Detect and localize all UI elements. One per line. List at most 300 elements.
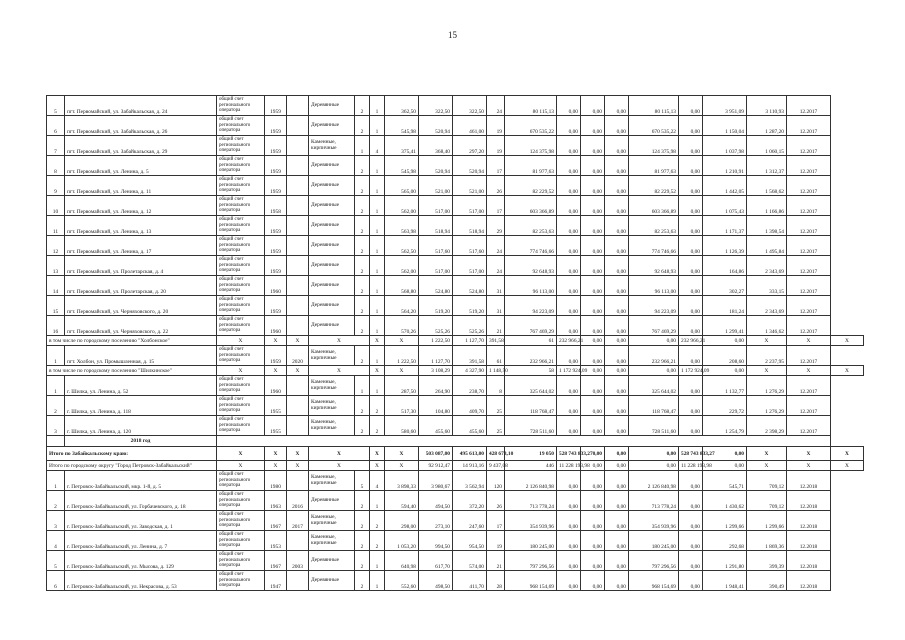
build-year-cell: 1959 [265,256,287,276]
residential-area-cell: 411,70 [453,571,487,591]
fund-cell: 0,00 [557,96,581,116]
row-number-cell: 16 [47,316,65,336]
fund-cell: 0,00 [605,116,629,136]
subtotal-row [47,461,864,471]
subtotal-x-cell: X [217,366,265,376]
fund-cell: 0,00 [679,511,703,531]
total-area-cell: 594,40 [385,491,419,511]
subtotal-value-cell: 0,00 [605,366,629,376]
table-row [47,471,864,491]
residential-area-cell: 297,20 [453,136,487,156]
account-cell: общий счет регионального оператора [217,156,265,176]
fund-cell: 0,00 [557,471,581,491]
fund-cell: 0,00 [605,236,629,256]
subtotal-value-cell: 0,00 [605,447,629,461]
fund-cell: 0,00 [679,276,703,296]
subtotal-value-cell: 4 327,90 [453,366,487,376]
empty-cell [47,436,65,447]
premises-area-cell: 455,60 [419,416,453,436]
subtotal-x-cell: X [747,461,787,471]
row-number-cell: 12 [47,236,65,256]
fund-cell: 0,00 [679,156,703,176]
build-year-cell: 1958 [265,196,287,216]
page-number: 15 [448,30,457,40]
unit-cost-cell: 181,24 [703,296,747,316]
completion-date-cell: 12.2017 [787,236,831,256]
repair-cost-cell: 82 253,63 [505,216,557,236]
row-number-cell: 15 [47,296,65,316]
fund-cell: 0,00 [581,116,605,136]
total-area-cell: 287,50 [385,376,419,396]
residents-cell: 61 [487,346,505,366]
account-cell: общий счет регионального оператора [217,491,265,511]
max-unit-cost-cell: 1 568,62 [747,176,787,196]
total-area-cell: 562,50 [385,236,419,256]
fund-cell: 0,00 [557,531,581,551]
subtotal-value-cell: 0,00 [581,447,605,461]
total-area-cell: 1 222,50 [385,346,419,366]
subtotal-value-cell: 0,00 [605,461,629,471]
wall-material-cell: Каменные, кирпичные [309,346,355,366]
repair-cost-cell: 96 113,00 [505,276,557,296]
subtotal-x-cell: X [831,366,864,376]
subtotal-value-cell: 11 228 193,98 [557,461,581,471]
floors-cell: 1 [355,376,370,396]
row-number-cell: 11 [47,216,65,236]
fund-cell: 0,00 [557,316,581,336]
fund-cell: 0,00 [557,136,581,156]
repair-year-cell [287,396,309,416]
address-cell: г. Петровск-Забайкальский, ул. Заводская, д. 1 [65,511,217,531]
wall-material-cell: Деревянные [309,296,355,316]
residential-area-cell: 391,58 [453,346,487,366]
premises-area-cell: 322,50 [419,96,453,116]
repair-cost-cell: 968 154,69 [505,571,557,591]
max-unit-cost-cell: 333,15 [747,276,787,296]
floors-cell: 2 [355,416,370,436]
fund-cell: 0,00 [581,316,605,336]
fund-cell: 0,00 [605,491,629,511]
subtotal-x-cell: X [287,336,309,346]
build-year-cell: 1955 [265,396,287,416]
total-area-cell: 562,00 [385,196,419,216]
subtotal-value-cell: 9 437,08 [487,461,505,471]
residential-area-cell: 524,80 [453,276,487,296]
repair-year-cell [287,276,309,296]
owners-funds-cell: 968 154,69 [629,571,679,591]
max-unit-cost-cell: 709,12 [747,471,787,491]
residential-area-cell: 3 562,94 [453,471,487,491]
subtotal-x-cell: X [747,336,787,346]
total-area-cell: 564,20 [385,296,419,316]
unit-cost-cell: 1 291,80 [703,551,747,571]
subtotal-x-cell: X [309,447,370,461]
fund-cell: 0,00 [605,416,629,436]
unit-cost-cell: 164,86 [703,256,747,276]
owners-funds-cell: 124 375,98 [629,136,679,156]
subtotal-value-cell: 0,00 [703,336,747,346]
fund-cell: 0,00 [581,236,605,256]
completion-date-cell: 12.2017 [787,416,831,436]
account-cell: общий счет регионального оператора [217,96,265,116]
floors-cell: 1 [355,136,370,156]
max-unit-cost-cell: 1 299,66 [747,511,787,531]
fund-cell: 0,00 [557,276,581,296]
max-unit-cost-cell: 1 869,36 [747,531,787,551]
fund-cell: 0,00 [581,276,605,296]
subtotal-value-cell: 495 613,00 [453,447,487,461]
residents-cell: 19 [487,136,505,156]
fund-cell: 0,00 [557,296,581,316]
floors-cell: 2 [355,196,370,216]
residential-area-cell: 517,00 [453,256,487,276]
subtotal-x-cell: X [787,336,831,346]
entrances-cell: 2 [370,396,385,416]
subtotal-x-cell: X [309,366,370,376]
fund-cell: 0,00 [679,471,703,491]
completion-date-cell: 12.2018 [787,491,831,511]
build-year-cell: 1959 [265,176,287,196]
residential-area-cell: 322,50 [453,96,487,116]
entrances-cell: 1 [370,176,385,196]
subtotal-value-cell: 0,00 [629,366,679,376]
fund-cell: 0,00 [605,531,629,551]
completion-date-cell: 12.2017 [787,376,831,396]
total-area-cell: 298,00 [385,511,419,531]
premises-area-cell: 494,50 [419,491,453,511]
floors-cell: 2 [355,571,370,591]
entrances-cell: 1 [370,346,385,366]
completion-date-cell: 12.2017 [787,396,831,416]
premises-area-cell: 520,94 [419,116,453,136]
fund-cell: 0,00 [557,416,581,436]
row-number-cell: 8 [47,156,65,176]
premises-area-cell: 264,90 [419,376,453,396]
row-number-cell: 14 [47,276,65,296]
owners-funds-cell: 797 296,56 [629,551,679,571]
residents-cell: 17 [487,511,505,531]
fund-cell: 0,00 [605,156,629,176]
account-cell: общий счет регионального оператора [217,176,265,196]
build-year-cell: 1959 [265,346,287,366]
table-row [47,416,864,436]
total-area-cell: 580,60 [385,416,419,436]
subtotal-value-cell: 1 172 924,09 [557,366,581,376]
fund-cell: 0,00 [557,396,581,416]
floors-cell: 2 [355,156,370,176]
entrances-cell: 1 [370,116,385,136]
fund-cell: 0,00 [679,491,703,511]
row-number-cell: 1 [47,376,65,396]
address-cell: пгт. Холбон, ул. Промышленная, д. 15 [65,346,217,366]
repair-year-cell [287,571,309,591]
subtotal-value-cell: 391,58 [487,336,505,346]
fund-cell: 0,00 [557,196,581,216]
floors-cell: 2 [355,216,370,236]
subtotal-row [47,366,864,376]
subtotal-x-cell: X [787,447,831,461]
max-unit-cost-cell: 1 312,37 [747,156,787,176]
repair-cost-cell: 797 296,56 [505,551,557,571]
row-number-cell: 1 [47,471,65,491]
completion-date-cell: 12.2017 [787,216,831,236]
subtotal-value-cell: 0,00 [581,461,605,471]
repair-year-cell [287,176,309,196]
subtotal-x-cell: X [370,461,385,471]
completion-date-cell: 12.2017 [787,176,831,196]
repair-year-cell [287,216,309,236]
table-row [47,196,864,216]
premises-area-cell: 617,70 [419,551,453,571]
address-cell: пгт. Первомайский, ул. Ленина, д. 12 [65,196,217,216]
subtotal-value-cell: 11 228 193,98 [679,461,703,471]
max-unit-cost-cell: 1 287,20 [747,116,787,136]
repair-year-cell [287,136,309,156]
subtotal-value-cell: 0,00 [703,447,747,461]
max-unit-cost-cell: 3 110,93 [747,96,787,116]
fund-cell: 0,00 [581,156,605,176]
max-unit-cost-cell: 399,39 [747,551,787,571]
fund-cell: 0,00 [557,551,581,571]
residential-area-cell: 372,20 [453,491,487,511]
residents-cell: 31 [487,296,505,316]
row-number-cell: 3 [47,511,65,531]
entrances-cell: 1 [370,296,385,316]
address-cell: пгт. Первомайский, ул. Ленина, д. 17 [65,236,217,256]
repair-cost-cell: 774 746,66 [505,236,557,256]
row-number-cell: 2 [47,491,65,511]
owners-funds-cell: 82 253,63 [629,216,679,236]
subtotal-value-cell: 0,00 [581,366,605,376]
owners-funds-cell: 603 366,89 [629,196,679,216]
fund-cell: 0,00 [679,176,703,196]
repair-cost-cell: 92 648,93 [505,256,557,276]
row-number-cell: 5 [47,551,65,571]
max-unit-cost-cell: 390,49 [747,571,787,591]
residents-cell: 8 [487,376,505,396]
address-cell: пгт. Первомайский, ул. Черняховского, д. 22 [65,316,217,336]
table-row [47,531,864,551]
completion-date-cell: 12.2017 [787,316,831,336]
residents-cell: 120 [487,471,505,491]
build-year-cell: 1959 [265,116,287,136]
residential-area-cell: 238,70 [453,376,487,396]
table-row [47,376,864,396]
total-area-cell: 568,80 [385,276,419,296]
repair-cost-cell: 81 977,63 [505,156,557,176]
owners-funds-cell: 774 746,66 [629,236,679,256]
completion-date-cell: 12.2017 [787,196,831,216]
subtotal-x-cell: X [831,336,864,346]
subtotal-label-cell: в том числе по городскому поселению "Холбонское" [47,336,217,346]
subtotal-value-cell: 61 [505,336,557,346]
subtotal-value-cell: 0,00 [605,336,629,346]
repair-cost-cell: 82 229,52 [505,176,557,196]
max-unit-cost-cell: 1 346,62 [747,316,787,336]
subtotal-x-cell: X [787,366,831,376]
repair-year-cell [287,376,309,396]
subtotal-value-cell: 0,00 [629,461,679,471]
max-unit-cost-cell: 1 276,29 [747,396,787,416]
address-cell: г. Шилка, ул. Ленина, д. 52 [65,376,217,396]
fund-cell: 0,00 [605,216,629,236]
address-cell: г. Петровск-Забайкальский, ул. Горбачевского, д. 18 [65,491,217,511]
floors-cell: 2 [355,96,370,116]
residential-area-cell: 409,70 [453,396,487,416]
wall-material-cell: Каменные, кирпичные [309,376,355,396]
subtotal-value-cell: 232 966,21 [679,336,703,346]
max-unit-cost-cell: 709,12 [747,491,787,511]
residents-cell: 17 [487,156,505,176]
residents-cell: 26 [487,491,505,511]
account-cell: общий счет регионального оператора [217,316,265,336]
subtotal-label-cell: в том числе по городскому поселению "Шилкинское" [47,366,217,376]
table-row [47,156,864,176]
address-cell: пгт. Первомайский, ул. Забайкальская, д. 26 [65,116,217,136]
subtotal-x-cell: X [309,461,370,471]
fund-cell: 0,00 [557,346,581,366]
total-area-cell: 570,26 [385,316,419,336]
max-unit-cost-cell: 2 343,69 [747,296,787,316]
row-number-cell: 1 [47,346,65,366]
floors-cell: 5 [355,471,370,491]
build-year-cell: 1960 [265,316,287,336]
floors-cell: 2 [355,176,370,196]
fund-cell: 0,00 [679,376,703,396]
account-cell: общий счет регионального оператора [217,116,265,136]
total-area-cell: 375,41 [385,136,419,156]
fund-cell: 0,00 [605,196,629,216]
fund-cell: 0,00 [605,136,629,156]
table-row [47,346,864,366]
table-row [47,116,864,136]
completion-date-cell: 12.2018 [787,571,831,591]
premises-area-cell: 1 127,70 [419,346,453,366]
entrances-cell: 1 [370,256,385,276]
unit-cost-cell: 1 430,62 [703,491,747,511]
table-row [47,216,864,236]
fund-cell: 0,00 [581,471,605,491]
subtotal-value-cell: 1 222,50 [419,336,453,346]
floors-cell: 2 [355,551,370,571]
residential-area-cell: 247,60 [453,511,487,531]
wall-material-cell: Каменные, кирпичные [309,396,355,416]
row-number-cell: 10 [47,196,65,216]
subtotal-x-cell: X [370,336,385,346]
residents-cell: 21 [487,551,505,571]
unit-cost-cell: 1 299,41 [703,316,747,336]
repair-cost-cell: 325 644,02 [505,376,557,396]
row-number-cell: 4 [47,531,65,551]
row-number-cell: 13 [47,256,65,276]
subtotal-value-cell: 0,00 [703,366,747,376]
fund-cell: 0,00 [581,96,605,116]
wall-material-cell: Каменные, кирпичные [309,511,355,531]
table-row [47,96,864,116]
fund-cell: 0,00 [581,256,605,276]
fund-cell: 0,00 [679,416,703,436]
repair-year-cell [287,156,309,176]
build-year-cell: 1960 [265,376,287,396]
subtotal-value-cell: 428 673,10 [487,447,505,461]
register-body [47,96,864,591]
completion-date-cell: 12.2018 [787,551,831,571]
account-cell: общий счет регионального оператора [217,471,265,491]
unit-cost-cell: 1 075,43 [703,196,747,216]
total-area-cell: 552,60 [385,571,419,591]
fund-cell: 0,00 [605,316,629,336]
subtotal-x-cell: X [385,447,419,461]
residents-cell: 28 [487,571,505,591]
build-year-cell: 1959 [265,296,287,316]
account-cell: общий счет регионального оператора [217,346,265,366]
repair-year-cell [287,531,309,551]
table-row [47,551,864,571]
repair-year-cell: 2020 [287,346,309,366]
build-year-cell: 1959 [265,96,287,116]
row-number-cell: 3 [47,416,65,436]
table-row [47,236,864,256]
floors-cell: 2 [355,396,370,416]
completion-date-cell: 12.2018 [787,511,831,531]
completion-date-cell: 12.2018 [787,531,831,551]
account-cell: общий счет регионального оператора [217,216,265,236]
fund-cell: 0,00 [581,346,605,366]
subtotal-x-cell: X [287,366,309,376]
build-year-cell: 1953 [265,531,287,551]
floors-cell: 2 [355,511,370,531]
unit-cost-cell: 1 254,79 [703,416,747,436]
fund-cell: 0,00 [605,511,629,531]
fund-cell: 0,00 [605,296,629,316]
address-cell: г. Шилка, ул. Ленина, д. 118 [65,396,217,416]
subtotal-x-cell: X [265,461,287,471]
subtotal-value-cell: 0,00 [629,447,679,461]
owners-funds-cell: 81 977,63 [629,156,679,176]
address-cell: г. Шилка, ул. Ленина, д. 120 [65,416,217,436]
fund-cell: 0,00 [679,96,703,116]
owners-funds-cell: 670 535,22 [629,116,679,136]
completion-date-cell: 12.2017 [787,96,831,116]
wall-material-cell: Деревянные [309,196,355,216]
total-area-cell: 562,00 [385,256,419,276]
fund-cell: 0,00 [557,256,581,276]
total-area-cell: 545,98 [385,116,419,136]
subtotal-value-cell: 1 148,50 [487,366,505,376]
repair-cost-cell: 713 778,24 [505,491,557,511]
housing-register-table [46,95,864,591]
fund-cell: 0,00 [557,216,581,236]
subtotal-x-cell: X [287,447,309,461]
residential-area-cell: 518,94 [453,216,487,236]
fund-cell: 0,00 [605,571,629,591]
residents-cell: 24 [487,236,505,256]
unit-cost-cell: 1 948,41 [703,571,747,591]
address-cell: пгт. Первомайский, ул. Ленина, д. 11 [65,176,217,196]
repair-cost-cell: 232 966,21 [505,346,557,366]
residential-area-cell: 954,50 [453,531,487,551]
table-row [47,316,864,336]
fund-cell: 0,00 [679,396,703,416]
unit-cost-cell: 1 299,66 [703,511,747,531]
subtotal-x-cell: X [370,447,385,461]
account-cell: общий счет регионального оператора [217,256,265,276]
unit-cost-cell: 302,27 [703,276,747,296]
residential-area-cell: 455,60 [453,416,487,436]
wall-material-cell: Деревянные [309,551,355,571]
repair-year-cell [287,416,309,436]
residential-area-cell: 574,00 [453,551,487,571]
